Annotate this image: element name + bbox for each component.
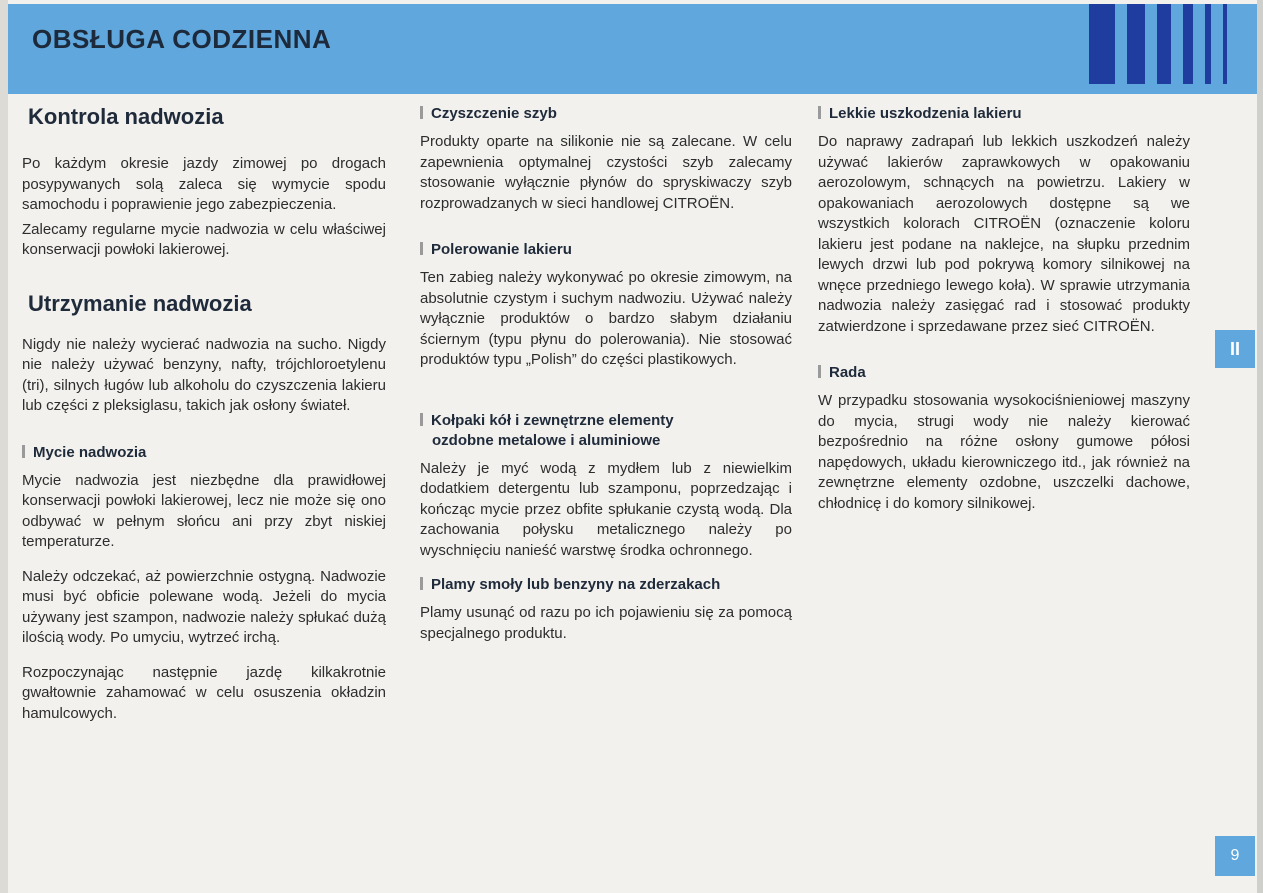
section-heading-kontrola: Kontrola nadwozia bbox=[28, 104, 224, 129]
subsection-title: Polerowanie lakieru bbox=[431, 241, 572, 258]
paragraph: Nigdy nie należy wycierać nadwozia na sucho. Nigdy nie należy używać benzyny, nafty, trójchloroetylenu (tri), silnych ługów lub alkoholu do czyszczenia lakieru lub części z pleksiglasu, takich jak osłony świateł. bbox=[22, 335, 386, 414]
subsection-title-line2: ozdobne metalowe i aluminiowe bbox=[432, 431, 661, 449]
subsection-heading-polerowanie bbox=[420, 240, 792, 260]
header-stripe bbox=[1089, 4, 1115, 84]
subsection-title: Kołpaki kół i zewnętrzne elementy bbox=[431, 411, 674, 429]
paragraph: Do naprawy zadrapań lub lekkich uszkodzeń należy używać lakierów zaprawkowych w opakowaniu aerozolowym, schnących na powietrzu. Lakiery w opakowaniach aerozolowych dostępne są we wszystkich kolorach CITROËN (oznaczenie koloru lakieru jest podane na naklejce, na słupku przednim lewych drzwi lub pod pokrywą komory silnikowej na wnęce przedniego lewego koła). W sprawie utrzymania nadwozia należy zasięgać rad i stosować produkty zatwierdzone i sprzedawane przez sieć CITROËN. bbox=[818, 133, 1190, 335]
header-band bbox=[8, 4, 1257, 94]
bullet-bar-icon bbox=[818, 106, 821, 119]
header-stripe bbox=[1127, 4, 1145, 84]
header-stripe bbox=[1205, 4, 1211, 84]
header-stripe bbox=[1223, 4, 1227, 84]
column-right bbox=[818, 104, 1190, 518]
subsection-heading-plamy bbox=[420, 575, 792, 595]
subsection-heading-mycie bbox=[22, 443, 386, 463]
paragraph: Należy je myć wodą z mydłem lub z niewielkim dodatkiem detergentu lub szamponu, poprzedzając i kończąc mycie przez obfite spłukanie czystą wodą. Dla zachowania połysku metalicznego należy po wyschnięciu nanieść warstwę środka ochronnego. bbox=[420, 459, 792, 559]
page-title: OBSŁUGA CODZIENNA bbox=[32, 24, 332, 54]
paragraph: Po każdym okresie jazdy zimowej po drogach posypywanych solą zaleca się wymycie spodu samochodu i poprawienie jego zabezpieczenia. bbox=[22, 155, 386, 213]
paragraph: W przypadku stosowania wysokociśnieniowej maszyny do mycia, strugi wody nie należy kierować bezpośrednio na różne osłony gumowe półosi napędowych, układu kierowniczego itd., jak również na zewnętrzne elementy ozdobne, uszczelki dachowe, chłodnicę i do komory silnikowej. bbox=[818, 392, 1190, 512]
bullet-bar-icon bbox=[420, 106, 423, 119]
paragraph: Produkty oparte na silikonie nie są zalecane. W celu zapewnienia optymalnej czystości szyb zalecamy stosowanie wyłącznie płynów do spryskiwaczy szyb rozprowadzanych w sieci handlowej CITROËN. bbox=[420, 133, 792, 212]
subsection-heading-kolpaki bbox=[420, 411, 792, 451]
column-middle bbox=[420, 104, 792, 648]
paragraph: Zalecamy regularne mycie nadwozia w celu właściwej konserwacji powłoki lakierowej. bbox=[22, 220, 386, 258]
header-stripes bbox=[1077, 4, 1227, 84]
page-edge-left bbox=[0, 0, 8, 893]
subsection-title: Czyszczenie szyb bbox=[431, 105, 557, 122]
subsection-title: Plamy smoły lub benzyny na zderzakach bbox=[431, 576, 721, 593]
subsection-heading-uszkodzenia bbox=[818, 104, 1190, 124]
section-heading-utrzymanie: Utrzymanie nadwozia bbox=[28, 290, 252, 316]
paragraph: Plamy usunąć od razu po ich pojawieniu się za pomocą specjalnego produktu. bbox=[420, 604, 792, 642]
subsection-title: Mycie nadwozia bbox=[33, 443, 147, 461]
page-edge-right bbox=[1257, 0, 1263, 893]
bullet-bar-icon bbox=[420, 413, 423, 426]
page-number: 9 bbox=[1215, 836, 1255, 876]
subsection-heading-szyby bbox=[420, 104, 792, 124]
subsection-title: Rada bbox=[829, 364, 866, 381]
header-stripe bbox=[1157, 4, 1171, 84]
paragraph: Mycie nadwozia jest niezbędne dla prawidłowej konserwacji powłoki lakierowej, lecz nie może się ono odbywać w pełnym słońcu ani przy zbyt niskiej temperaturze. bbox=[22, 471, 386, 550]
chapter-tab: II bbox=[1215, 330, 1255, 368]
bullet-bar-icon bbox=[22, 445, 25, 458]
subsection-heading-rada bbox=[818, 363, 1190, 383]
paragraph: Rozpoczynając następnie jazdę kilkakrotnie gwałtownie zahamować w celu osuszenia okładzin hamulcowych. bbox=[22, 663, 386, 722]
subsection-title: Lekkie uszkodzenia lakieru bbox=[829, 105, 1022, 122]
paragraph: Należy odczekać, aż powierzchnie ostygną. Nadwozie musi być obficie polewane wodą. Jeżeli do mycia używany jest szampon, nadwozie należy spłukać dużą ilością wody. Po umyciu, wytrzeć irchą. bbox=[22, 567, 386, 646]
bullet-bar-icon bbox=[420, 242, 423, 255]
column-left bbox=[22, 104, 386, 728]
bullet-bar-icon bbox=[420, 577, 423, 590]
header-stripe bbox=[1183, 4, 1193, 84]
paragraph: Ten zabieg należy wykonywać po okresie zimowym, na absolutnie czystym i suchym nadwoziu. Używać należy wyłącznie produktów o bardzo słabym działaniu ściernym (typu płynu do polerowania). Nie stosować produktów typu „Polish” do części plastikowych. bbox=[420, 269, 792, 368]
bullet-bar-icon bbox=[818, 365, 821, 378]
